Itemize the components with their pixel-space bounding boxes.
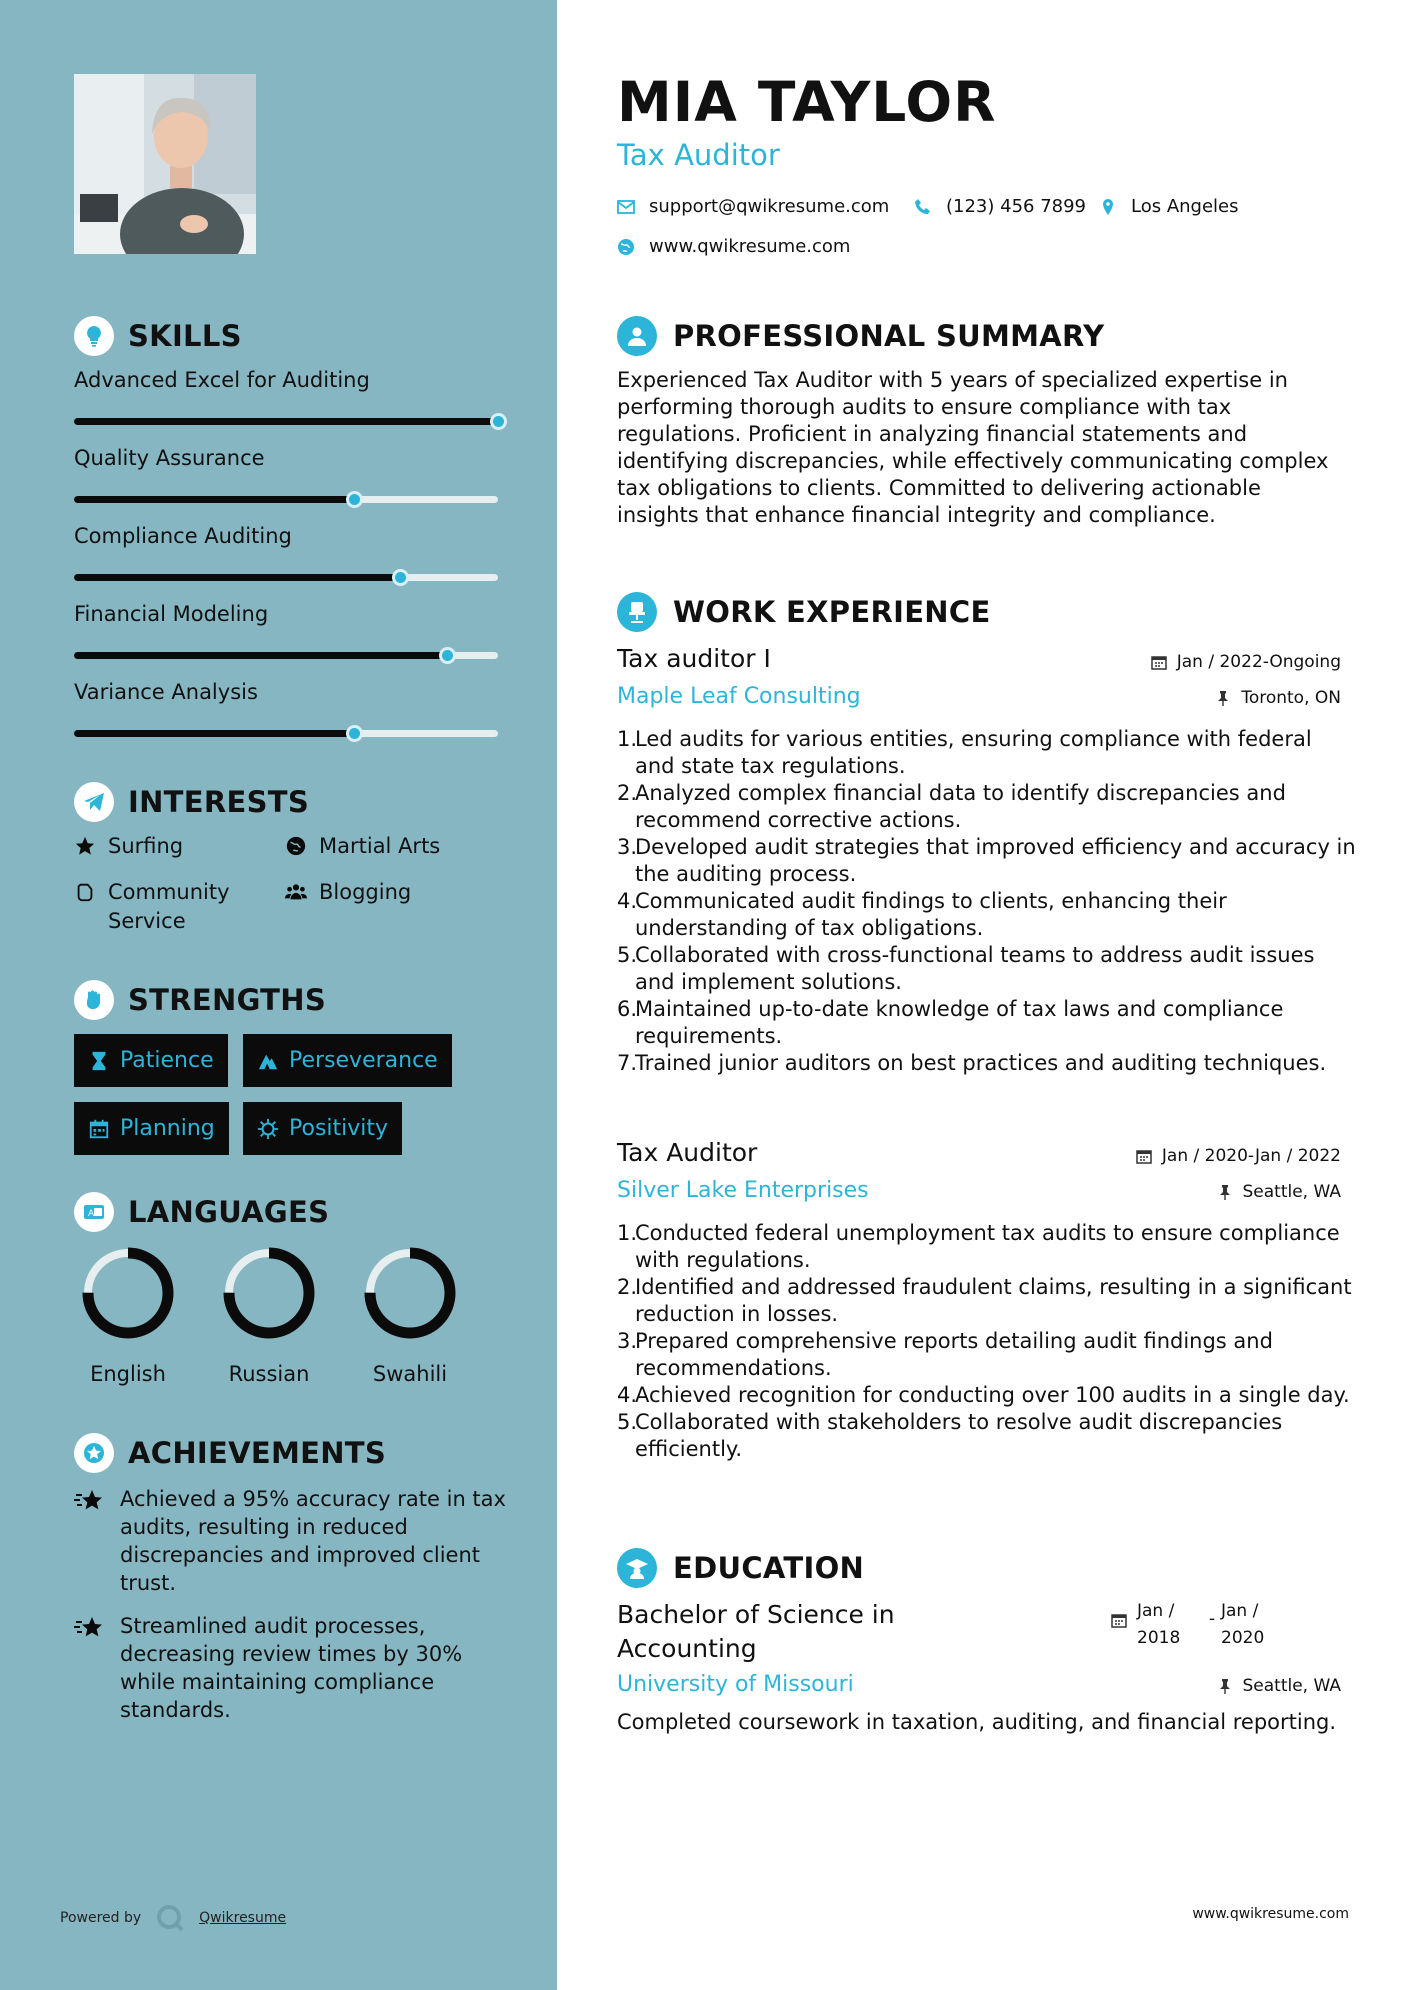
skill-item [74, 602, 498, 626]
mountain-icon [257, 1050, 279, 1072]
skill-bar-track [74, 574, 498, 581]
duty-text: Led audits for various entities, ensuring compliance with federal and state tax regulations. [635, 727, 1312, 778]
language-icon [74, 1192, 114, 1232]
powered-by-brand-link[interactable]: Qwikresume [199, 1910, 287, 1926]
star-burst-icon [74, 1487, 106, 1517]
education-title: EDUCATION [673, 1551, 865, 1585]
interest-surfing [74, 832, 183, 861]
education-degree: Bachelor of Science in Accounting [617, 1600, 895, 1663]
svg-text:A: A [88, 1209, 95, 1219]
skill-bar-fill [74, 574, 400, 581]
interest-label: Community Service [108, 880, 230, 933]
interest-community-service [74, 878, 230, 936]
strength-label: Patience [120, 1048, 214, 1073]
language-item [209, 1246, 329, 1386]
education-location [1217, 1676, 1342, 1696]
phone-icon [914, 198, 932, 216]
summary-text: Experienced Tax Auditor with 5 years of specialized expertise in performing thorough audits to ensure compliance with tax regulations. Proficient in analyzing financial statements and identifying discrepancies, while effectively communicating complex tax obligations to clients. Committed to delivering actionable insights that enhance financial integrity and compliance. [617, 368, 1329, 527]
strength-planning [74, 1102, 229, 1155]
office-chair-icon [617, 592, 657, 632]
language-level-ring [222, 1246, 316, 1340]
interest-label: Martial Arts [319, 834, 441, 858]
education-dates [1111, 1598, 1293, 1652]
language-level-ring [363, 1246, 457, 1340]
skill-bar-track [74, 730, 498, 737]
duty-item [617, 1328, 1357, 1382]
achievement-text: Achieved a 95% accuracy rate in tax audits, resulting in reduced discrepancies and improved client trust. [120, 1487, 506, 1595]
duty-number: 6. [617, 997, 638, 1021]
experience-title: WORK EXPERIENCE [673, 595, 991, 629]
users-icon [285, 881, 307, 903]
duty-number: 1. [617, 1221, 638, 1245]
duty-number: 5. [617, 1410, 638, 1434]
lightbulb-icon [74, 316, 114, 356]
strength-label: Planning [120, 1116, 215, 1141]
edu-end-line1: Jan / [1221, 1601, 1259, 1621]
job-dates-text: Jan / 2020-Jan / 2022 [1161, 1146, 1341, 1166]
skill-label: Variance Analysis [74, 680, 258, 704]
skill-level-knob [346, 491, 363, 508]
skill-bar-track [74, 652, 498, 659]
job-role: Tax Auditor [617, 1138, 758, 1167]
summary-heading [617, 316, 1104, 356]
interests-heading [74, 782, 309, 822]
duty-item [617, 834, 1357, 888]
duty-item [617, 996, 1357, 1050]
job-dates-text: Jan / 2022-Ongoing [1176, 652, 1341, 672]
duty-item [617, 780, 1357, 834]
duty-number: 2. [617, 1275, 638, 1299]
email-text: support@qwikresume.com [649, 196, 890, 217]
powered-by [60, 1903, 286, 1933]
language-level-ring [81, 1246, 175, 1340]
duty-text: Developed audit strategies that improved efficiency and accuracy in the auditing process. [635, 835, 1356, 886]
edu-end-line2: 2020 [1221, 1628, 1265, 1648]
skill-item [74, 446, 498, 470]
duty-number: 7. [617, 1051, 638, 1075]
duty-item [617, 1220, 1357, 1274]
skill-item [74, 368, 498, 392]
globe-icon [617, 238, 635, 256]
duty-text: Analyzed complex financial data to identify discrepancies and recommend corrective actions. [635, 781, 1286, 832]
achievement-item [74, 1485, 514, 1597]
education-location-text: Seattle, WA [1242, 1676, 1341, 1696]
sun-icon [257, 1118, 279, 1140]
skill-bar-fill [74, 418, 498, 425]
experience-heading [617, 592, 991, 632]
star-icon [74, 835, 96, 857]
candidate-name: MIA TAYLOR [617, 70, 997, 134]
strength-patience [74, 1034, 228, 1087]
job-dates [1151, 652, 1341, 672]
language-label: English [90, 1362, 166, 1386]
job-location [1217, 1182, 1342, 1202]
globe-icon [285, 835, 307, 857]
profile-photo [74, 74, 256, 254]
job-company: Maple Leaf Consulting [617, 684, 861, 709]
strength-positivity [243, 1102, 402, 1155]
interest-martial-arts [285, 832, 440, 861]
sidebar [0, 0, 557, 1990]
job-location-text: Seattle, WA [1242, 1182, 1341, 1202]
achievements-heading [74, 1433, 386, 1473]
strength-label: Perseverance [289, 1048, 438, 1073]
skill-label: Compliance Auditing [74, 524, 292, 548]
language-item [68, 1246, 188, 1386]
job-duties [617, 1220, 1357, 1463]
job-dates [1136, 1146, 1341, 1166]
qwikresume-logo-icon [155, 1903, 185, 1933]
strengths-heading [74, 980, 326, 1020]
calendar-icon [88, 1118, 110, 1140]
duty-number: 2. [617, 781, 638, 805]
duty-text: Trained junior auditors on best practices and auditing techniques. [635, 1051, 1327, 1075]
job-company: Silver Lake Enterprises [617, 1178, 869, 1203]
duty-item [617, 1050, 1357, 1077]
contact-phone[interactable] [914, 196, 1086, 217]
interest-label: Blogging [319, 880, 412, 904]
skill-level-knob [392, 569, 409, 586]
skill-level-knob [439, 647, 456, 664]
languages-heading [74, 1192, 329, 1232]
interest-label: Surfing [108, 834, 184, 858]
duty-item [617, 1382, 1357, 1409]
duty-text: Conducted federal unemployment tax audits to ensure compliance with regulations. [635, 1221, 1340, 1272]
powered-by-label: Powered by [60, 1910, 142, 1926]
graduate-icon [617, 1548, 657, 1588]
duty-text: Communicated audit findings to clients, enhancing their understanding of tax obligations. [635, 889, 1227, 940]
duty-text: Collaborated with stakeholders to resolve audit discrepancies efficiently. [635, 1410, 1283, 1461]
calendar-icon [1111, 1610, 1127, 1626]
interest-blogging [285, 878, 411, 907]
main-content [557, 0, 1407, 1990]
skills-title: SKILLS [128, 319, 242, 353]
duty-item [617, 1274, 1357, 1328]
skill-bar-fill [74, 652, 447, 659]
job-duties [617, 726, 1357, 1077]
location-text: Los Angeles [1131, 196, 1239, 217]
calendar-icon [1136, 1148, 1152, 1164]
duty-text: Achieved recognition for conducting over 100 audits in a single day. [635, 1383, 1350, 1407]
duty-number: 4. [617, 889, 638, 913]
duty-item [617, 1409, 1357, 1463]
strength-label: Positivity [289, 1116, 389, 1141]
skill-level-knob [490, 413, 507, 430]
duty-number: 4. [617, 1383, 638, 1407]
education-school: University of Missouri [617, 1672, 854, 1697]
pushpin-icon [1217, 1184, 1233, 1200]
duty-number: 3. [617, 1329, 638, 1353]
strength-perseverance [243, 1034, 452, 1087]
education-heading [617, 1548, 864, 1588]
contact-email[interactable] [617, 196, 889, 217]
star-burst-icon [74, 1614, 106, 1644]
education-description: Completed coursework in taxation, auditing, and financial reporting. [617, 1710, 1337, 1734]
skill-bar-fill [74, 496, 354, 503]
achievement-item [74, 1612, 514, 1724]
skill-item [74, 524, 498, 548]
duty-item [617, 942, 1357, 996]
duty-text: Collaborated with cross-functional teams to address audit issues and implement solutions. [635, 943, 1315, 994]
hourglass-icon [88, 1050, 110, 1072]
envelope-icon [617, 198, 635, 216]
fist-icon [74, 980, 114, 1020]
calendar-icon [1151, 654, 1167, 670]
edu-start-line1: Jan / [1137, 1601, 1175, 1621]
footer-url[interactable]: www.qwikresume.com [1192, 1906, 1349, 1922]
skill-item [74, 680, 498, 704]
job-location-text: Toronto, ON [1241, 688, 1341, 708]
skill-bar-track [74, 418, 498, 425]
pushpin-icon [1215, 690, 1231, 706]
skill-bar-fill [74, 730, 354, 737]
duty-number: 1. [617, 727, 638, 751]
job-location [1215, 688, 1341, 708]
achievements-title: ACHIEVEMENTS [128, 1436, 387, 1470]
job-role: Tax auditor I [617, 644, 771, 673]
edu-date-separator: - [1209, 1609, 1216, 1629]
paper-plane-icon [74, 782, 114, 822]
strengths-title: STRENGTHS [128, 983, 327, 1017]
duty-text: Identified and addressed fraudulent claims, resulting in a significant reduction in losses. [635, 1275, 1352, 1326]
language-item [350, 1246, 470, 1386]
contact-location [1099, 196, 1239, 217]
award-icon [74, 1433, 114, 1473]
skill-label: Quality Assurance [74, 446, 265, 470]
user-icon [617, 316, 657, 356]
candidate-title: Tax Auditor [617, 138, 780, 172]
duty-item [617, 726, 1357, 780]
language-label: Swahili [372, 1362, 448, 1386]
skill-label: Advanced Excel for Auditing [74, 368, 370, 392]
contact-website[interactable] [617, 236, 850, 257]
language-label: Russian [228, 1362, 310, 1386]
skills-heading [74, 316, 242, 356]
hand-icon [74, 881, 96, 903]
duty-text: Prepared comprehensive reports detailing audit findings and recommendations. [635, 1329, 1273, 1380]
languages-title: LANGUAGES [128, 1195, 330, 1229]
duty-number: 5. [617, 943, 638, 967]
website-text: www.qwikresume.com [649, 236, 851, 257]
edu-start-line2: 2018 [1137, 1628, 1181, 1648]
pushpin-icon [1217, 1678, 1233, 1694]
duty-text: Maintained up-to-date knowledge of tax laws and compliance requirements. [635, 997, 1284, 1048]
phone-text: (123) 456 7899 [946, 196, 1087, 217]
duty-number: 3. [617, 835, 638, 859]
map-pin-icon [1099, 198, 1117, 216]
skill-label: Financial Modeling [74, 602, 269, 626]
duty-item [617, 888, 1357, 942]
skill-bar-track [74, 496, 498, 503]
interests-title: INTERESTS [128, 785, 310, 819]
skill-level-knob [346, 725, 363, 742]
achievement-text: Streamlined audit processes, decreasing review times by 30% while maintaining compliance standards. [120, 1614, 463, 1722]
summary-title: PROFESSIONAL SUMMARY [673, 319, 1105, 353]
